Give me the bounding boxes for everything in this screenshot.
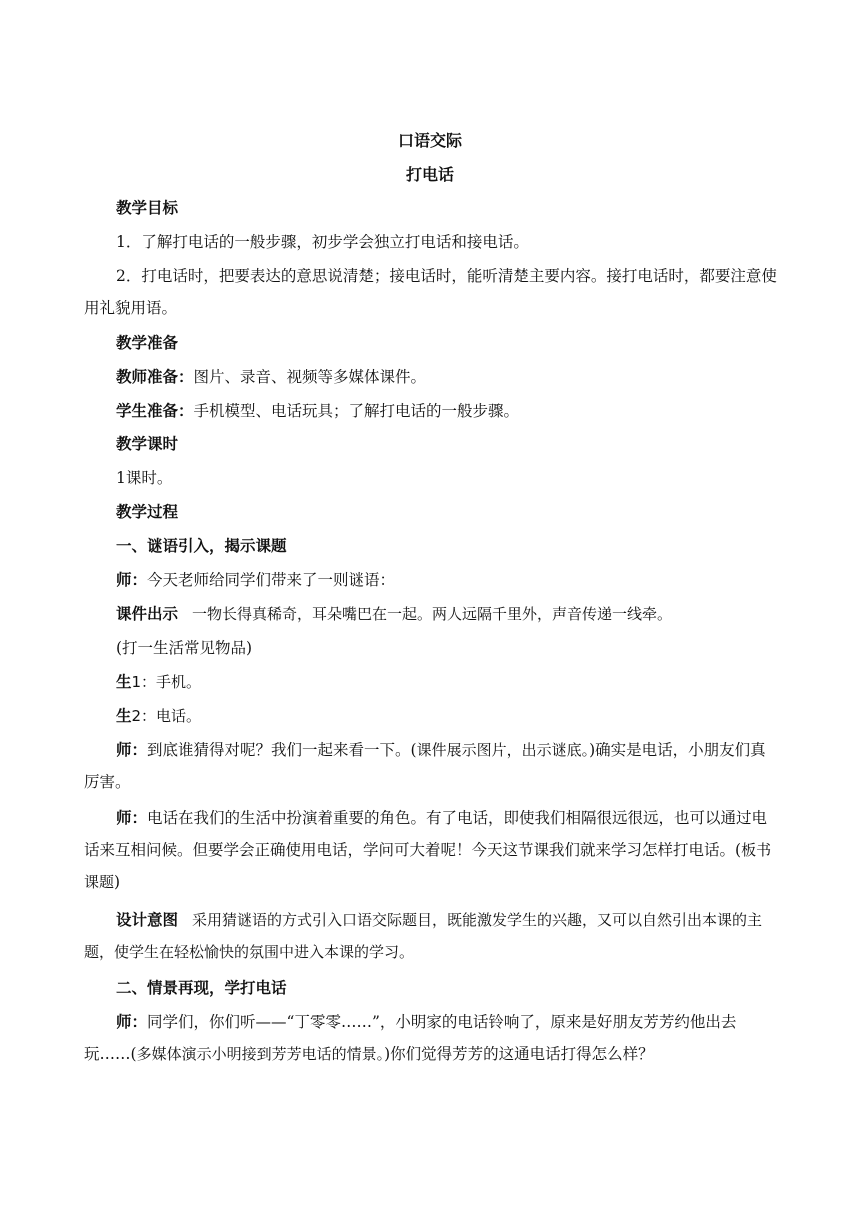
stage-direction: 课件展示图片，出示谜底。: [416, 741, 590, 759]
student-answer-text: 2：电话。: [131, 707, 202, 725]
student-answer-text: 1：手机。: [131, 673, 202, 691]
design-text: 采用猜谜语的方式引入口语交际题目，既能激发学生的兴趣，又可以自然引出本课的主题，使学生在轻松愉快的氛围中进入本课的学习。: [84, 911, 763, 961]
objectives-heading: 教学目标: [116, 198, 179, 217]
courseware-label: 课件出示: [116, 604, 179, 623]
teacher-label: 师：: [116, 1012, 148, 1031]
teacher-label: 师：: [116, 740, 148, 759]
process-heading: 教学过程: [116, 502, 179, 521]
hours-heading: 教学课时: [116, 434, 179, 453]
objective-2: 2．打电话时，把要表达的意思说清楚；接电话时，能听清楚主要内容。接打电话时，都要注意使用礼貌用语。: [84, 267, 777, 317]
teacher-line-4: [84, 1006, 778, 1070]
teacher-line-text: 同学们，你们听——“丁零零……”，小明家的电话铃响了，原来是好朋友芳芳约他出去玩……(: [84, 1013, 737, 1063]
part2-heading: 二、情景再现，学打电话: [116, 978, 287, 997]
student-answer-2: [84, 700, 778, 732]
courseware-line: [84, 598, 778, 630]
stage-direction: 板书课题: [84, 841, 772, 891]
teacher-line-text: 到底谁猜得对呢？我们一起来看一下。(: [147, 741, 417, 759]
document-title: 口语交际: [397, 131, 462, 150]
teacher-line-text: ): [114, 873, 121, 891]
teacher-label: 师：: [116, 808, 148, 827]
riddle-hint: (打一生活常见物品): [116, 639, 253, 657]
student-prep-label: 学生准备：: [116, 401, 194, 420]
part1-heading: 一、谜语引入，揭示课题: [116, 536, 287, 555]
student-answer-1: [84, 666, 778, 698]
teacher-label: 师：: [116, 570, 148, 589]
teacher-line-text: 电话在我们的生活中扮演着重要的角色。有了电话，即使我们相隔很远很远，也可以通过电话来互相问候。但要学会正确使用电话，学问可大着呢！今天这节课我们就来学习怎样打电话。(: [84, 809, 768, 859]
teacher-line-3: [84, 802, 778, 898]
teacher-line-1: [84, 564, 778, 596]
student-prep: [84, 395, 778, 427]
teacher-prep-label: 教师准备：: [116, 367, 194, 386]
student-prep-text: 手机模型、电话玩具；了解打电话的一般步骤。: [193, 402, 520, 420]
teacher-line-text: )你们觉得芳芳的这通电话打得怎么样？: [384, 1045, 654, 1063]
teacher-line-text: )确实是电话，小朋友们真厉害。: [84, 741, 766, 791]
design-intent: [84, 904, 778, 968]
student-label: 生: [116, 672, 132, 691]
teacher-prep-text: 图片、录音、视频等多媒体课件。: [193, 368, 427, 386]
hours-text: 1课时。: [116, 469, 173, 487]
student-label: 生: [116, 706, 132, 725]
document-subtitle: 打电话: [405, 165, 454, 184]
preparation-heading: 教学准备: [116, 333, 179, 352]
teacher-prep: [84, 361, 778, 393]
stage-direction: 多媒体演示小明接到芳芳电话的情景。: [136, 1045, 385, 1063]
teacher-line-text: 今天老师给同学们带来了一则谜语：: [147, 571, 396, 589]
riddle-text: 一物长得真稀奇，耳朵嘴巴在一起。两人远隔千里外，声音传递一线牵。: [192, 605, 673, 623]
objective-1: 1．了解打电话的一般步骤，初步学会独立打电话和接电话。: [116, 233, 529, 251]
teacher-line-2: [84, 734, 778, 798]
design-label: 设计意图: [116, 910, 179, 929]
